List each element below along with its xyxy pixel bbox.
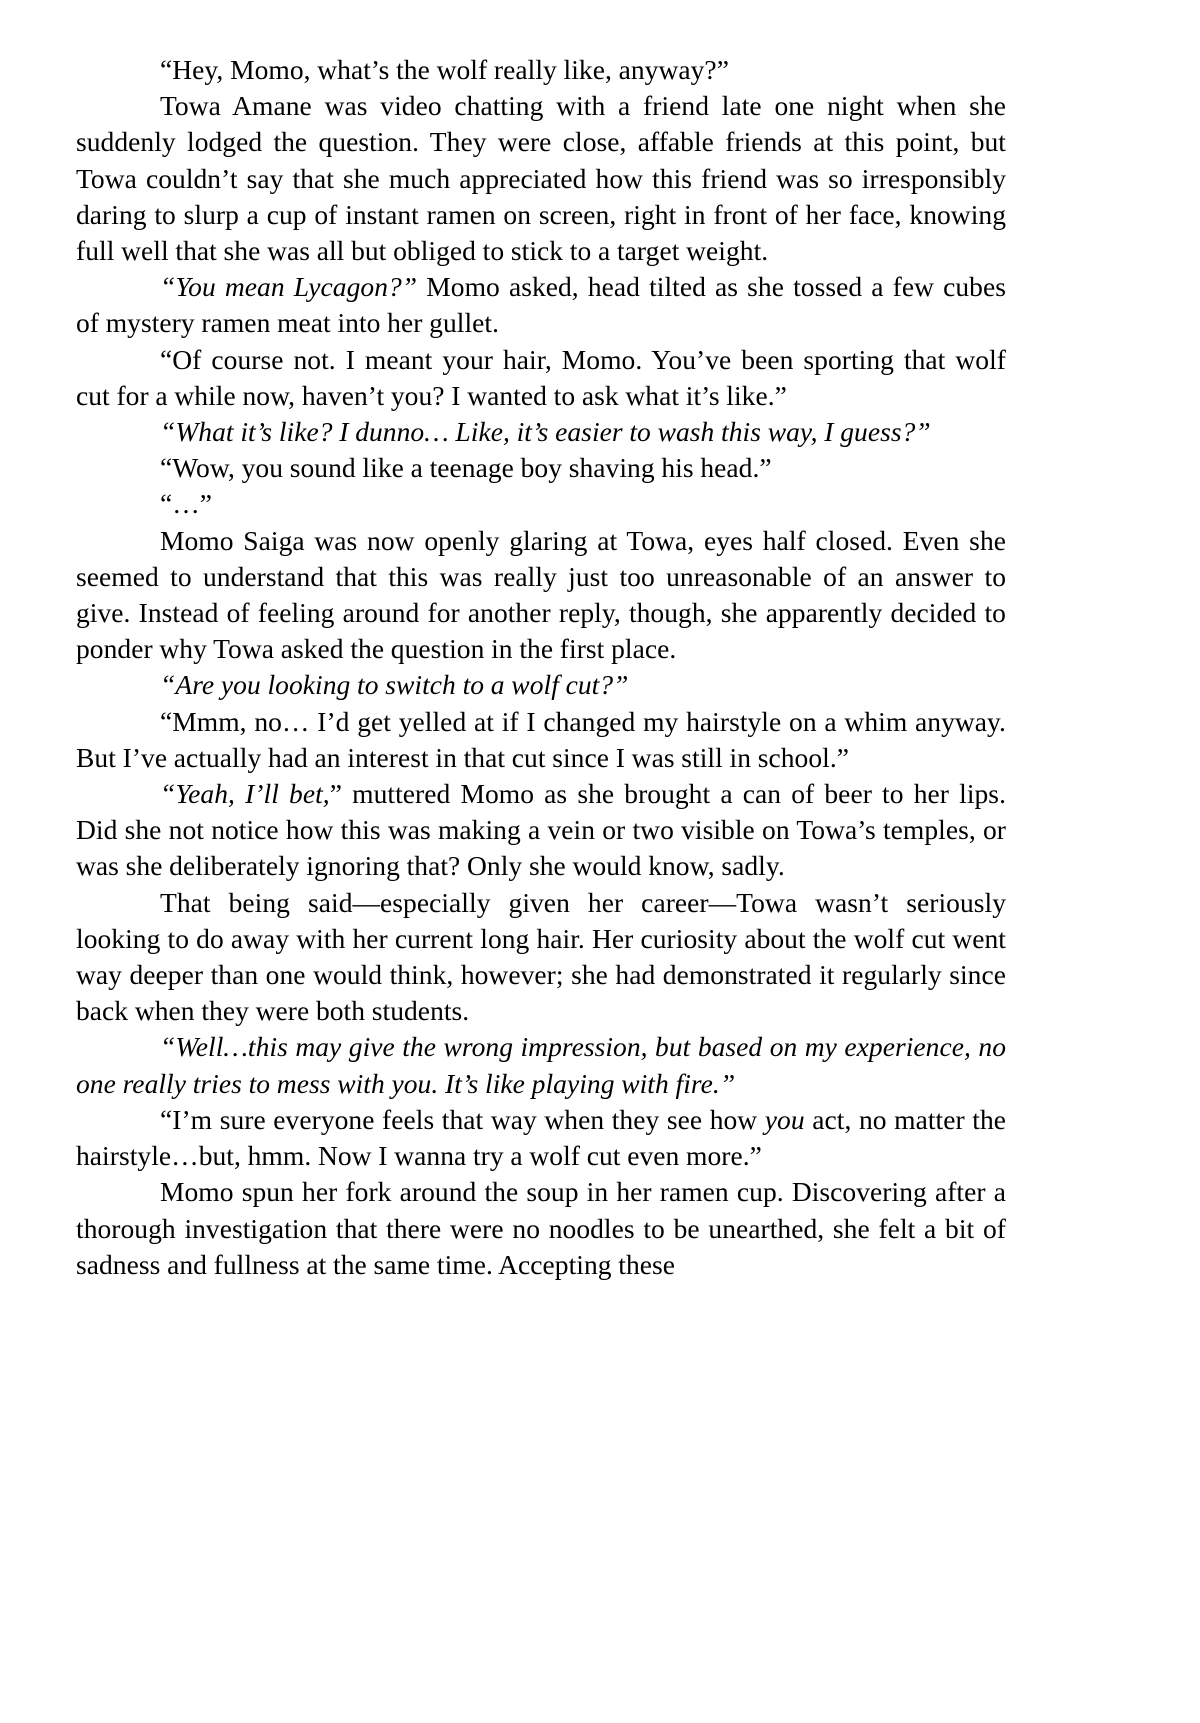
paragraph-1: “Hey, Momo, what’s the wolf really like, anyway?” — [160, 54, 729, 85]
paragraph-13: “Well…this may give the wrong impression, but based on my experience, no one really tries to mess with you. It’s like playing with fire.” — [76, 1031, 1006, 1099]
dialogue-italic-lead-2: “Yeah, I’ll bet, — [160, 778, 330, 810]
paragraph-3 — [76, 269, 1006, 341]
paragraph-2: Towa Amane was video chatting with a friend late one night when she suddenly lodged the question. They were close, affable friends at this point, but Towa couldn’t say that she much appreciated how this friend was so irresponsibly daring to slurp a cup of instant ramen on screen, right in front of her face, knowing full well that she was all but obliged to stick to a target weight. — [76, 90, 1006, 267]
narration-tail-2: ” muttered Momo as she brought a can of beer to her lips. Did she not notice how this was making a vein or two visible on Towa’s temples, or was she deliberately ignoring that? Only she would know, sadly. — [76, 778, 1006, 882]
emphasis-word: you — [764, 1103, 805, 1135]
narration-tail: Momo asked, head tilted as she tossed a few cubes of mystery ramen meat into her gullet. — [76, 271, 1006, 339]
paragraph-14 — [76, 1102, 1006, 1174]
dialogue-part-2: act, no matter the hairstyle…but, hmm. Now I wanna try a wolf cut even more.” — [76, 1103, 1007, 1172]
paragraph-5: “What it’s like? I dunno… Like, it’s easier to wash this way, I guess?” — [160, 416, 931, 448]
dialogue-italic-lead: “You mean Lycagon?” — [160, 271, 418, 303]
paragraph-7-ellipsis: “…” — [160, 488, 213, 520]
paragraph-8: Momo Saiga was now openly glaring at Towa, eyes half closed. Even she seemed to understand that this was really just too unreasonable of an answer to give. Instead of feeling around for another reply, though, she apparently decided to ponder why Towa asked the question in the first place. — [76, 524, 1006, 665]
paragraph-10: “Mmm, no… I’d get yelled at if I changed my hairstyle on a whim anyway. But I’ve actually had an interest in that cut since I was still in school.” — [76, 705, 1006, 773]
paragraph-6: “Wow, you sound like a teenage boy shaving his head.” — [160, 452, 772, 484]
body-text-block — [76, 52, 1006, 1283]
paragraph-11 — [76, 776, 1006, 885]
paragraph-4: “Of course not. I meant your hair, Momo. You’ve been sporting that wolf cut for a while now, haven’t you? I wanted to ask what it’s like.” — [76, 343, 1006, 411]
paragraph-12: That being said—especially given her career—Towa wasn’t seriously looking to do away with her current long hair. Her curiosity about the wolf cut went way deeper than one would think, however; she had demonstrated it regularly since back when they were both students. — [76, 886, 1006, 1027]
paragraph-15: Momo spun her fork around the soup in her ramen cup. Discovering after a thorough investigation that there were no noodles to be unearthed, she felt a bit of sadness and fullness at the same time. Accepting these — [76, 1176, 1006, 1280]
paragraph-9: “Are you looking to switch to a wolf cut?” — [160, 669, 629, 701]
dialogue-part-1: “I’m sure everyone feels that way when they see how — [160, 1103, 765, 1135]
